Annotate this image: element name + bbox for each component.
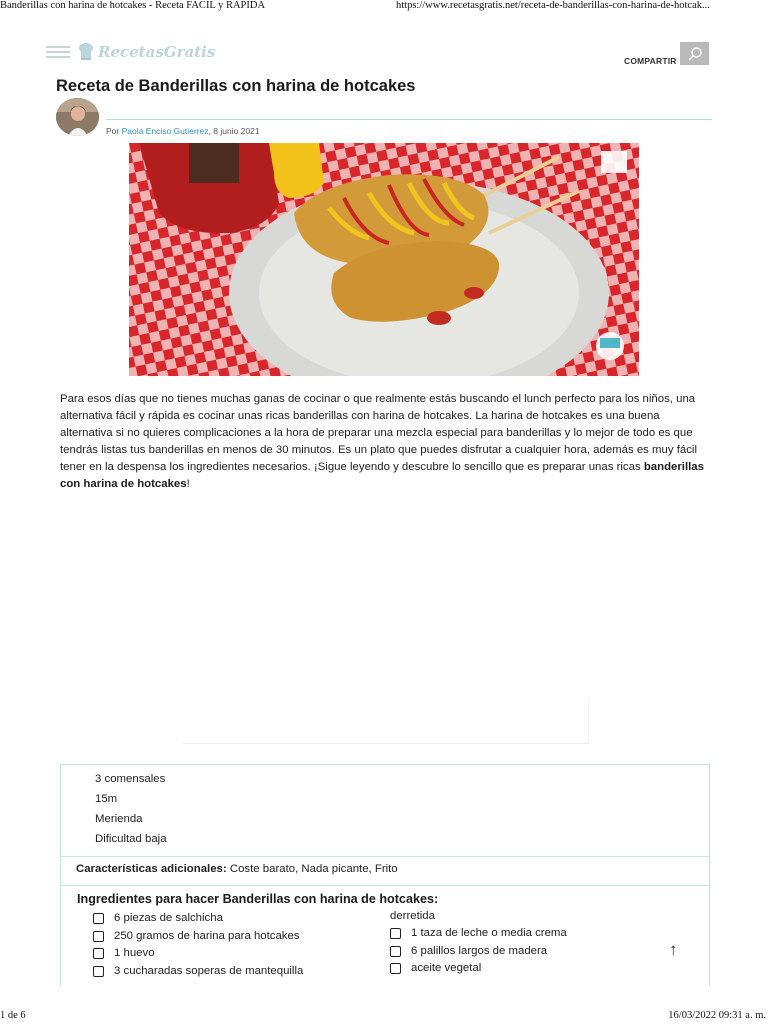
ingredient-checkbox[interactable]: [93, 966, 104, 977]
intro-end: !: [186, 478, 190, 490]
ingredient-item[interactable]: [390, 927, 567, 939]
meal-type: Merienda: [95, 813, 143, 825]
ingredient-checkbox[interactable]: [390, 928, 401, 939]
ingredient-label: 3 cucharadas soperas de mantequilla: [114, 965, 304, 977]
chef-hat-icon: [78, 43, 94, 61]
title-divider: [106, 119, 712, 120]
ingredient-label: 1 taza de leche o media crema: [411, 927, 567, 939]
hamburger-menu-icon[interactable]: [46, 46, 70, 58]
search-button[interactable]: [680, 42, 709, 65]
page-number: 1 de 6: [0, 1010, 26, 1021]
print-header-url: https://www.recetasgratis.net/receta-de-banderillas-con-harina-de-hotcak...: [396, 0, 710, 11]
site-logo[interactable]: [78, 40, 215, 64]
print-header-title: Banderillas con harina de hotcakes - Receta FACIL y RAPIDA: [0, 0, 266, 11]
prep-time: 15m: [95, 793, 118, 805]
ad-placeholder: [183, 699, 589, 744]
ingredient-item[interactable]: [93, 947, 155, 959]
ingredient-label: 6 palillos largos de madera: [411, 945, 548, 957]
ingredient-item[interactable]: [93, 965, 303, 977]
author-link[interactable]: Paola Enciso Gutierrez: [121, 126, 209, 136]
print-header: [0, 0, 768, 14]
ingredient-item[interactable]: [93, 930, 300, 942]
ingredient-checkbox[interactable]: [93, 948, 104, 959]
ingredient-label: 250 gramos de harina para hotcakes: [114, 930, 300, 942]
ingredient-label: 6 piezas de salchicha: [114, 912, 223, 924]
intro-keyword: banderillas con harina de hotcakes: [60, 461, 704, 490]
print-timestamp: 16/03/2022 09:31 a. m.: [668, 1010, 766, 1021]
ingredient-checkbox[interactable]: [93, 913, 104, 924]
extra-features-text: [76, 863, 398, 875]
scroll-to-top-arrow-icon[interactable]: ↑: [669, 940, 678, 959]
extra-features-value: Coste barato, Nada picante, Frito: [226, 863, 398, 875]
intro-text: Para esos días que no tienes muchas ganas de cocinar o que realmente estás buscando el lunch perfecto para los niños, una alternativa fácil y rápida es cocinar unas ricas banderillas con harina de hotcakes. La harina de hotcakes es una buena alternativa si no quieres complicaciones a la hora de preparar una mezcla especial para banderillas y lo mejor de todo es que tendrás listas tus banderillas en menos de 30 minutos. Es un plato que puedes disfrutar a cualquier hora, además es muy fácil tener en la despensa los ingredientes necesarios. ¡Sigue leyendo y descubre lo sencillo que es preparar unas ricas: [60, 393, 697, 473]
ingredient-checkbox[interactable]: [93, 931, 104, 942]
author-avatar[interactable]: [56, 98, 99, 136]
page-title: Receta de Banderillas con harina de hotcakes: [56, 77, 416, 95]
byline-prefix: Por: [106, 126, 122, 136]
extra-features: [60, 856, 710, 886]
ingredient-item[interactable]: [390, 945, 547, 957]
share-button[interactable]: COMPARTIR: [624, 56, 677, 66]
ingredient-label: aceite vegetal: [411, 962, 482, 974]
hero-image: [129, 143, 639, 376]
print-footer: [0, 1010, 768, 1024]
ingredients-title: Ingredientes para hacer Banderillas con harina de hotcakes:: [77, 892, 439, 906]
extra-features-label: Características adicionales:: [76, 863, 227, 875]
logo-text: RecetasGratis: [98, 43, 216, 61]
ingredient-item[interactable]: [390, 962, 481, 974]
site-header: [46, 38, 710, 72]
ingredient-continuation: derretida: [390, 910, 435, 922]
difficulty: Dificultad baja: [95, 833, 167, 845]
search-icon: [687, 46, 703, 62]
ingredient-label: 1 huevo: [114, 947, 155, 959]
intro-paragraph: [60, 391, 710, 493]
ingredient-checkbox[interactable]: [390, 946, 401, 957]
ingredient-item[interactable]: [93, 912, 223, 924]
recipe-facts: [60, 764, 710, 856]
ingredient-checkbox[interactable]: [390, 963, 401, 974]
servings: 3 comensales: [95, 773, 166, 785]
byline: [106, 126, 260, 136]
publish-date: , 8 junio 2021: [208, 126, 260, 136]
ingredients-section: [60, 886, 710, 986]
